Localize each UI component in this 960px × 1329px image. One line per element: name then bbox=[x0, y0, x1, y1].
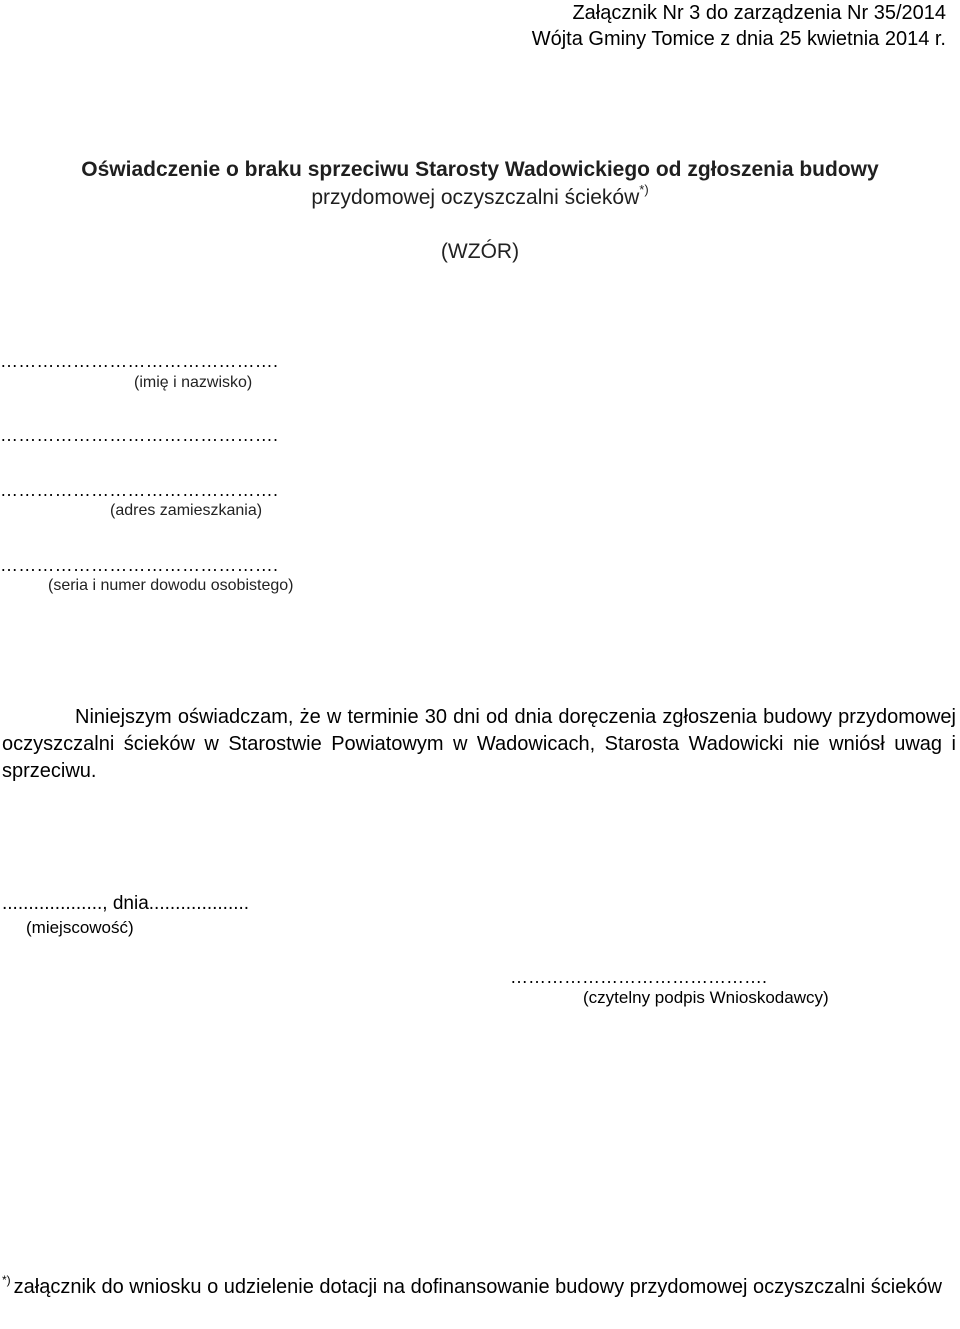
statement-paragraph: Niniejszym oświadczam, że w terminie 30 dni od dnia doręczenia zgłoszenia budowy przydomowej oczyszczalni ścieków w Starostwie Powiatowym w Wadowicach, Starosta Wadowicki nie wniósł uwag i sprzeciwu. bbox=[2, 706, 956, 782]
attachment-header-line-2: Wójta Gminy Tomice z dnia 25 kwietnia 2014 r. bbox=[531, 28, 946, 50]
footnote bbox=[2, 1274, 952, 1300]
address-dotted-line-1: ………………………………………. bbox=[0, 425, 279, 445]
place-label: (miejscowość) bbox=[26, 918, 134, 937]
document-title-line-1: Oświadczenie o braku sprzeciwu Starosty Wadowickiego od zgłoszenia budowy bbox=[81, 158, 879, 181]
place-date-line: ..................., dnia................... bbox=[2, 893, 250, 914]
id-dotted-line: ………………………………………. bbox=[0, 555, 279, 575]
footnote-text: załącznik do wniosku o udzielenie dotacji na dofinansowanie budowy przydomowej oczyszczalni ścieków bbox=[13, 1276, 942, 1298]
signature-label: (czytelny podpis Wnioskodawcy) bbox=[583, 988, 829, 1007]
footnote-marker: *) bbox=[2, 1273, 11, 1287]
document-title-line-2-text: przydomowej oczyszczalni ścieków bbox=[311, 186, 640, 209]
attachment-header-line-1: Załącznik Nr 3 do zarządzenia Nr 35/2014 bbox=[572, 2, 946, 24]
name-dotted-line: ………………………………………. bbox=[0, 351, 279, 371]
address-field-label: (adres zamieszkania) bbox=[110, 502, 263, 519]
address-dotted-line-2: ………………………………………. bbox=[0, 480, 279, 500]
template-label: (WZÓR) bbox=[440, 240, 520, 263]
name-field-label: (imię i nazwisko) bbox=[134, 374, 253, 391]
signature-dotted-line: ……………………………………. bbox=[510, 967, 768, 987]
title-footnote-marker: *) bbox=[639, 182, 649, 197]
id-field-label: (seria i numer dowodu osobistego) bbox=[48, 577, 294, 594]
document-title-line-2 bbox=[0, 182, 960, 210]
